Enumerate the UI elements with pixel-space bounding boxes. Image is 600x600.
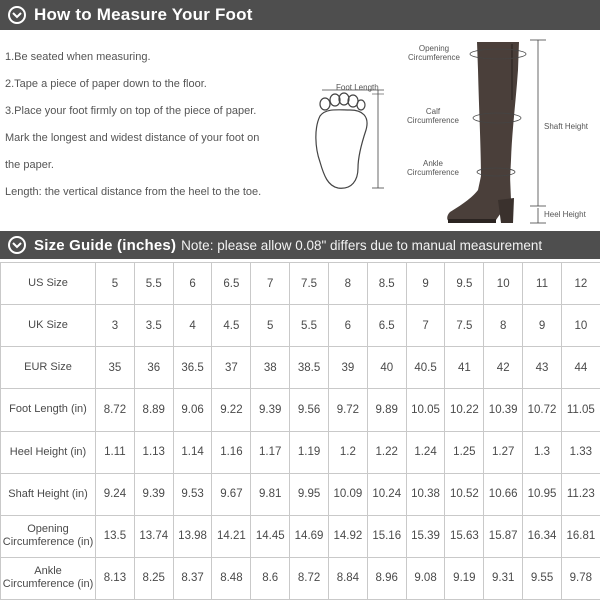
row-header-label: Shaft Height (in) [8, 487, 88, 500]
table-cell: 1.14 [173, 431, 212, 473]
table-cell: 10.05 [406, 389, 445, 431]
table-cell: 10.09 [328, 473, 367, 515]
table-cell: 7 [251, 263, 290, 305]
table-cell: 10.52 [445, 473, 484, 515]
table-cell: 1.33 [561, 431, 600, 473]
instruction-line: Mark the longest and widest distance of your foot on [5, 132, 260, 144]
table-cell: 9.08 [406, 557, 445, 599]
table-cell: 10 [484, 263, 523, 305]
size-guide-note: Note: please allow 0.08" differs due to manual measurement [181, 237, 543, 253]
table-cell: 8.96 [367, 557, 406, 599]
table-cell: 10.24 [367, 473, 406, 515]
table-cell: 10.38 [406, 473, 445, 515]
instruction-line: 3.Place your foot firmly on top of the piece of paper. [5, 105, 257, 117]
table-row [1, 473, 600, 515]
table-cell: 13.98 [173, 515, 212, 557]
table-cell: 10.39 [484, 389, 523, 431]
table-cell: 9.19 [445, 557, 484, 599]
table-cell: 13.5 [96, 515, 135, 557]
table-cell: 1.19 [290, 431, 329, 473]
row-header [1, 347, 96, 389]
table-cell: 12 [561, 263, 600, 305]
row-header [1, 473, 96, 515]
calf-circumference-label: Calf Circumference [406, 107, 459, 125]
table-cell: 6.5 [367, 305, 406, 347]
table-cell: 9.06 [173, 389, 212, 431]
table-cell: 9.39 [134, 473, 173, 515]
table-cell: 1.25 [445, 431, 484, 473]
table-cell: 10.66 [484, 473, 523, 515]
table-cell: 43 [523, 347, 562, 389]
table-cell: 8.72 [290, 557, 329, 599]
table-cell: 5 [251, 305, 290, 347]
table-cell: 5.5 [290, 305, 329, 347]
table-cell: 6.5 [212, 263, 251, 305]
table-cell: 7.5 [290, 263, 329, 305]
table-cell: 10.22 [445, 389, 484, 431]
table-cell: 15.39 [406, 515, 445, 557]
measure-header [0, 0, 600, 30]
table-cell: 1.16 [212, 431, 251, 473]
table-cell: 8.6 [251, 557, 290, 599]
table-cell: 8.5 [367, 263, 406, 305]
instruction-line: 2.Tape a piece of paper down to the floor. [5, 78, 207, 90]
table-cell: 1.13 [134, 431, 173, 473]
shaft-height-label: Shaft Height [544, 122, 589, 131]
table-cell: 44 [561, 347, 600, 389]
table-cell: 15.16 [367, 515, 406, 557]
row-header [1, 557, 96, 599]
instruction-line: the paper. [5, 159, 54, 171]
table-cell: 5 [96, 263, 135, 305]
table-cell: 9.95 [290, 473, 329, 515]
table-cell: 10.72 [523, 389, 562, 431]
instruction-line: 1.Be seated when measuring. [5, 51, 151, 63]
table-cell: 14.92 [328, 515, 367, 557]
row-header-label: Circumference (in) [2, 536, 94, 549]
table-row [1, 263, 600, 305]
row-header-label: Ankle [34, 565, 62, 578]
table-cell: 9.22 [212, 389, 251, 431]
table-cell: 9.53 [173, 473, 212, 515]
table-cell: 1.27 [484, 431, 523, 473]
table-cell: 42 [484, 347, 523, 389]
table-cell: 8.13 [96, 557, 135, 599]
table-cell: 1.22 [367, 431, 406, 473]
table-cell: 14.21 [212, 515, 251, 557]
measure-title: How to Measure Your Foot [34, 5, 253, 24]
table-cell: 40.5 [406, 347, 445, 389]
table-cell: 8 [328, 263, 367, 305]
table-cell: 8.72 [96, 389, 135, 431]
table-cell: 1.11 [96, 431, 135, 473]
row-header-label: Circumference (in) [2, 578, 94, 591]
table-cell: 8 [484, 305, 523, 347]
opening-circumference-label: Opening Circumference [407, 44, 460, 62]
table-cell: 38.5 [290, 347, 329, 389]
table-cell: 11.23 [561, 473, 600, 515]
instruction-line: Length: the vertical distance from the heel to the toe. [5, 186, 262, 198]
measure-instructions [5, 44, 305, 206]
table-cell: 8.37 [173, 557, 212, 599]
size-table [0, 262, 600, 600]
table-cell: 9.55 [523, 557, 562, 599]
table-cell: 1.3 [523, 431, 562, 473]
table-cell: 4.5 [212, 305, 251, 347]
table-cell: 6 [173, 263, 212, 305]
table-cell: 16.34 [523, 515, 562, 557]
chevron-down-circle-icon [8, 236, 26, 254]
table-cell: 7.5 [445, 305, 484, 347]
ankle-circumference-label: Ankle Circumference [406, 159, 459, 177]
table-cell: 9.89 [367, 389, 406, 431]
table-cell: 10 [561, 305, 600, 347]
table-cell: 16.81 [561, 515, 600, 557]
table-cell: 13.74 [134, 515, 173, 557]
table-cell: 9.78 [561, 557, 600, 599]
table-cell: 3.5 [134, 305, 173, 347]
table-cell: 11.05 [561, 389, 600, 431]
table-cell: 9.72 [328, 389, 367, 431]
chevron-down-circle-icon [8, 6, 26, 24]
table-cell: 35 [96, 347, 135, 389]
measurement-diagram [300, 30, 600, 230]
table-cell: 8.89 [134, 389, 173, 431]
table-cell: 10.95 [523, 473, 562, 515]
heel-height-label: Heel Height [544, 210, 586, 219]
table-cell: 39 [328, 347, 367, 389]
foot-length-label: Foot Length [336, 83, 379, 92]
table-cell: 4 [173, 305, 212, 347]
table-cell: 36 [134, 347, 173, 389]
size-guide-title: Size Guide (inches) [34, 236, 177, 254]
table-row [1, 389, 600, 431]
table-row [1, 515, 600, 557]
table-cell: 9.67 [212, 473, 251, 515]
table-cell: 9.39 [251, 389, 290, 431]
table-row [1, 557, 600, 599]
table-cell: 9 [523, 305, 562, 347]
table-cell: 8.84 [328, 557, 367, 599]
row-header [1, 305, 96, 347]
table-row [1, 347, 600, 389]
table-row [1, 431, 600, 473]
table-cell: 9.24 [96, 473, 135, 515]
table-cell: 14.69 [290, 515, 329, 557]
table-cell: 40 [367, 347, 406, 389]
row-header-label: US Size [28, 277, 68, 290]
table-cell: 37 [212, 347, 251, 389]
table-cell: 1.2 [328, 431, 367, 473]
row-header-label: Foot Length (in) [9, 403, 87, 416]
table-cell: 36.5 [173, 347, 212, 389]
row-header [1, 431, 96, 473]
row-header-label: Opening [27, 523, 69, 536]
table-cell: 7 [406, 305, 445, 347]
table-cell: 15.87 [484, 515, 523, 557]
row-header-label: Heel Height (in) [9, 445, 87, 458]
table-row [1, 305, 600, 347]
table-cell: 9.56 [290, 389, 329, 431]
size-guide-header [0, 231, 600, 259]
table-cell: 8.25 [134, 557, 173, 599]
table-cell: 38 [251, 347, 290, 389]
table-cell: 9 [406, 263, 445, 305]
row-header-label: UK Size [28, 319, 68, 332]
table-cell: 5.5 [134, 263, 173, 305]
table-cell: 9.5 [445, 263, 484, 305]
table-cell: 6 [328, 305, 367, 347]
table-cell: 1.17 [251, 431, 290, 473]
table-cell: 41 [445, 347, 484, 389]
foot-icon [316, 93, 367, 188]
row-header-label: EUR Size [24, 361, 72, 374]
table-cell: 9.81 [251, 473, 290, 515]
table-cell: 3 [96, 305, 135, 347]
table-cell: 1.24 [406, 431, 445, 473]
table-cell: 15.63 [445, 515, 484, 557]
row-header [1, 263, 96, 305]
size-table-body [1, 263, 600, 600]
row-header [1, 389, 96, 431]
table-cell: 11 [523, 263, 562, 305]
table-cell: 9.31 [484, 557, 523, 599]
table-cell: 14.45 [251, 515, 290, 557]
table-cell: 8.48 [212, 557, 251, 599]
row-header [1, 515, 96, 557]
